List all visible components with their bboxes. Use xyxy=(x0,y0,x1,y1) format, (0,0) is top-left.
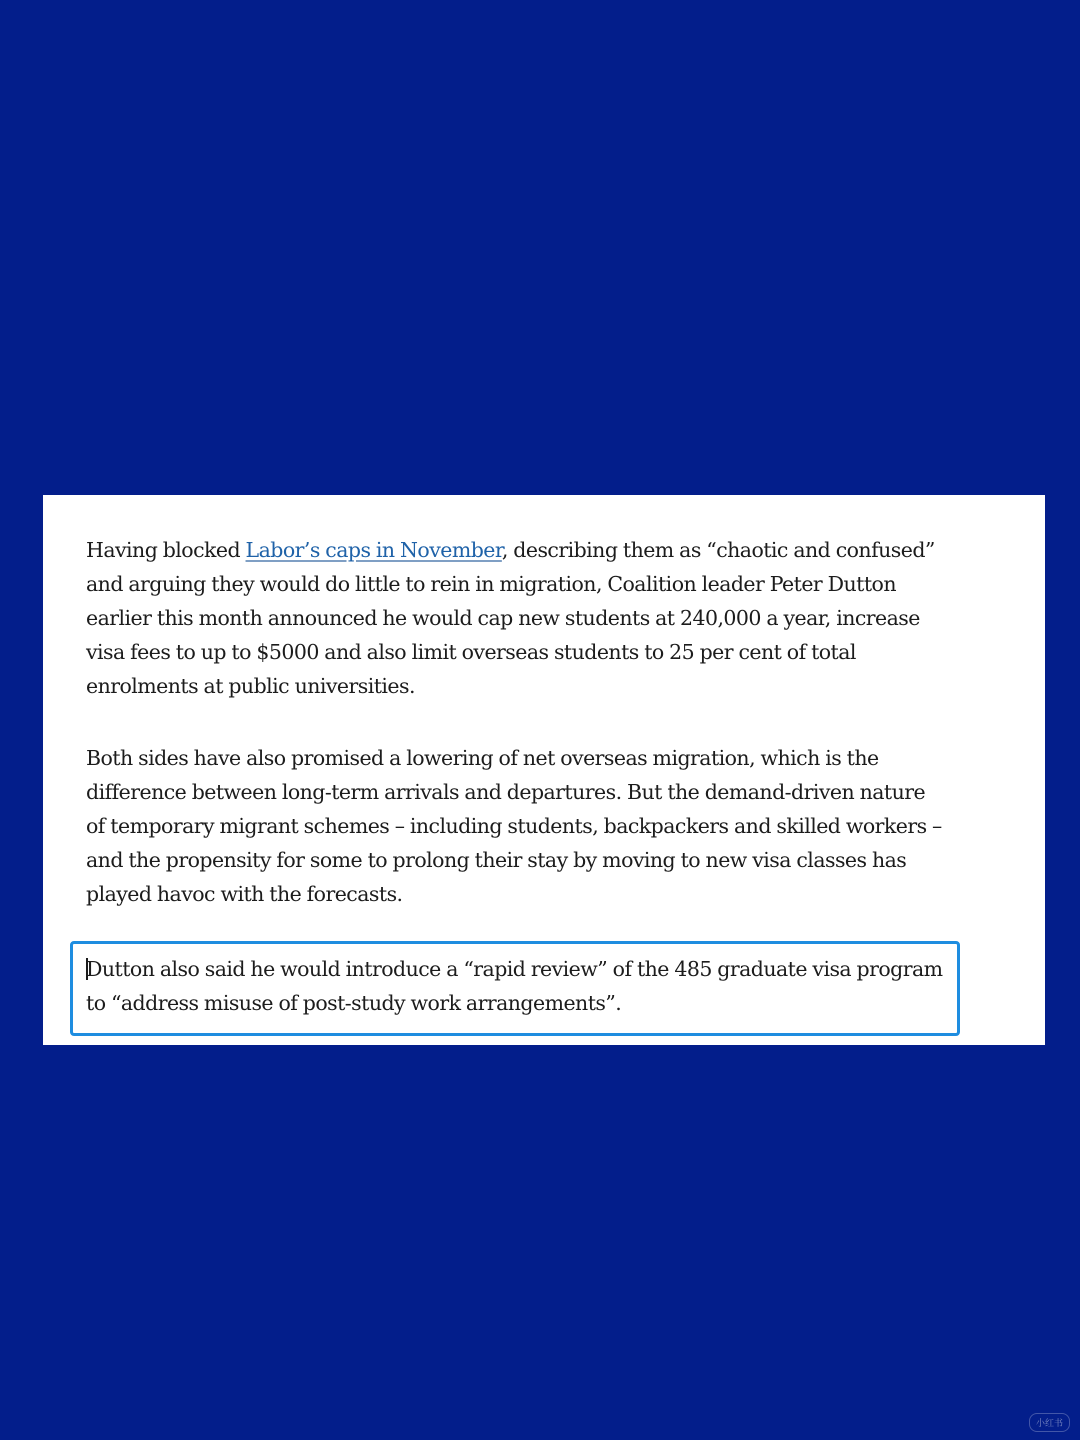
article-card xyxy=(43,495,1045,1045)
labor-caps-link[interactable]: Labor’s caps in November xyxy=(245,538,502,562)
article-paragraph-1 xyxy=(86,533,946,703)
paragraph-3-text: Dutton also said he would introduce a “rapid review” of the 485 graduate visa program to “address misuse of post-study work arrangements”. xyxy=(86,957,943,1015)
selected-paragraph-box[interactable] xyxy=(70,941,960,1036)
paragraph-1-text-end: , describing them as “chaotic and confused” and arguing they would do little to rein in migration, Coalition leader Peter Dutton earlier this month announced he would cap new students at 240,000 a year, increase visa fees to up to $5000 and also limit overseas students to 25 per cent of total enrolments at public universities. xyxy=(86,538,935,698)
paragraph-1-text-start: Having blocked xyxy=(86,538,246,562)
article-paragraph-3[interactable] xyxy=(86,952,946,1020)
watermark-logo: 小红书 xyxy=(1029,1413,1070,1432)
article-paragraph-2: Both sides have also promised a lowering of net overseas migration, which is the difference between long-term arrivals and departures. But the demand-driven nature of temporary migrant schemes – including students, backpackers and skilled workers – and the propensity for some to prolong their stay by moving to new visa classes has played havoc with the forecasts. xyxy=(86,746,942,906)
